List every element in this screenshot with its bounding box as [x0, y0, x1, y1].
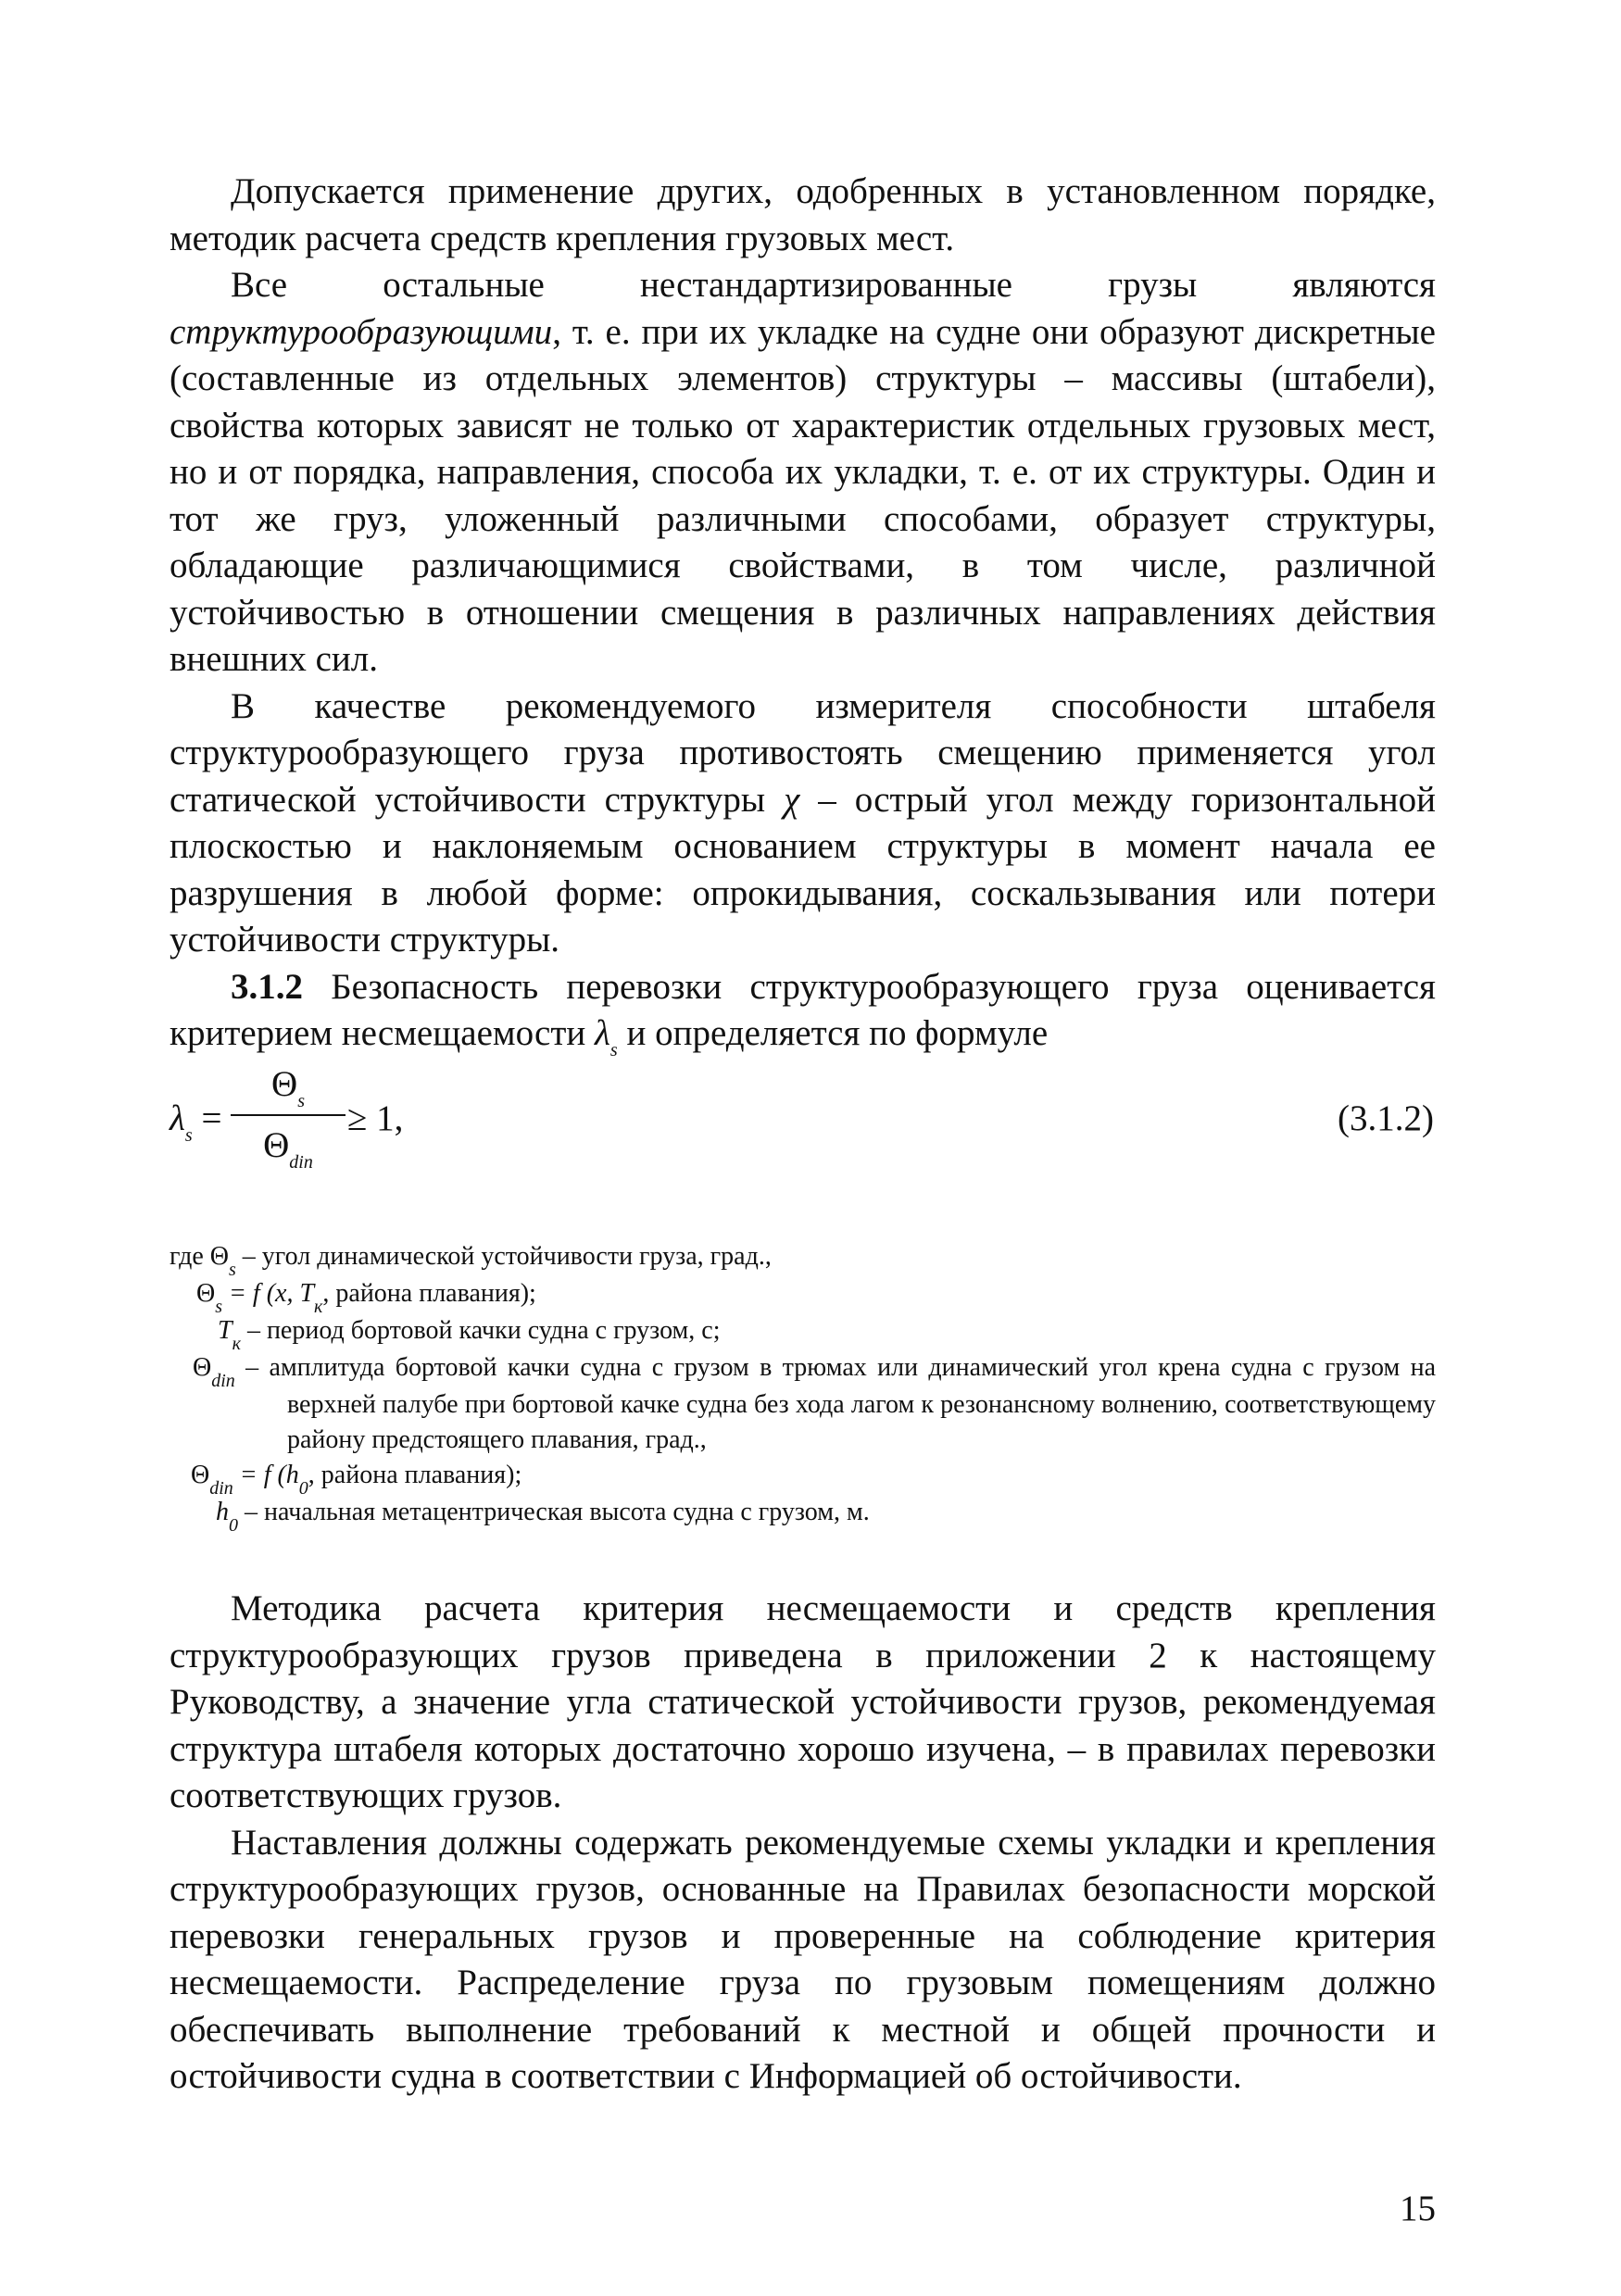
fraction-bar: [231, 1114, 346, 1116]
term-italic: структурообразующими: [170, 311, 553, 352]
paragraph-5: Методика расчета критерия несмещаемости и средств крепления структурообразующих грузов приведена в приложении 2 к настоящему Руководству, а значение угла статической устойчивости грузов, рекомендуемая структура штабеля которых достаточно хорошо изучена, – в правилах перевозки соответствующих грузов.: [170, 1588, 1436, 1815]
page-number: 15: [1400, 2189, 1436, 2228]
formula-3-1-2: [170, 1060, 1436, 1195]
formula-lhs: $\lambda_s$ =: [170, 1098, 222, 1146]
definition-item: $\Theta_s = f$ (x, $T_к$, района плавания);: [196, 1279, 536, 1317]
paragraph-6: Наставления должны содержать рекомендуемые схемы укладки и крепления структурообразующих грузов, основанные на Правилах безопасности морской перевозки генеральных грузов и проверенные на соблюдение критерия несмещаемости. Распределение груза по грузовым помещениям должно обеспечивать выполнение требований к местной и общей прочности и остойчивости судна в соответствии с Информацией об остойчивости.: [170, 1822, 1436, 2096]
definition-item: $h_0$ – начальная метацентрическая высота судна с грузом, м.: [216, 1498, 870, 1536]
paragraph-3: В качестве рекомендуемого измерителя способности штабеля структурообразующего груза противостоять смещению применяется угол статической устойчивости структуры χ – острый угол между горизонтальной плоскостью и наклоняемым основанием структуры в момент начала ее разрушения в любой форме: опрокидывания, соскальзывания или потери устойчивости структуры.: [170, 685, 1436, 960]
formula-numerator: $\Theta_s$: [271, 1064, 305, 1111]
formula-fraction: [231, 1060, 346, 1173]
formula-rhs: ≥ 1,: [347, 1098, 404, 1138]
body-text-bottom: [170, 1586, 1436, 2101]
equation-number: (3.1.2): [1338, 1098, 1434, 1138]
definition-item: $\Theta_{din}$ – амплитуда бортовой качки судна с грузом в трюмах или динамический угол крена судна с грузом на верхней палубе при бортовой качке судна без хода лагом к резонансному волнению, соответствующему району предстоящего плавания, град.,: [193, 1353, 1436, 1454]
chi-symbol: χ: [784, 779, 800, 820]
definitions-list: [170, 1239, 1436, 1536]
paragraph-1: Допускается применение других, одобренных в установленном порядке, методик расчета средств крепления грузовых мест.: [170, 171, 1436, 258]
lambda-symbol: λ: [595, 1013, 610, 1053]
definition-item: где $\Theta_s$ – угол динамической устойчивости груза, град.,: [170, 1242, 772, 1280]
formula-denominator: $\Theta_{din}$: [263, 1125, 313, 1173]
body-text-top: [170, 169, 1436, 1063]
paragraph-4: 3.1.2 Безопасность перевозки структурообразующего груза оценивается критерием несмещаемости $\lambda_s$ и определяется по формуле: [170, 966, 1436, 1060]
definition-item: $T_к$ – период бортовой качки судна с грузом, с;: [218, 1316, 721, 1354]
definition-item: $\Theta_{din} = f$ ($h_0$, района плавания);: [191, 1461, 522, 1499]
paragraph-2: Все остальные нестандартизированные грузы являются структурообразующими, т. е. при их укладке на судне они образуют дискретные (составленные из отдельных элементов) структуры – массивы (штабели), свойства которых зависят не только от характеристик отдельных грузовых мест, но и от порядка, направления, способа их укладки, т. е. от их структуры. Один и тот же груз, уложенный различными способами, образует структуры, обладающие различающимися свойствами, в том числе, различной устойчивостью в отношении смещения в различных направлениях действия внешних сил.: [170, 265, 1436, 679]
section-number: 3.1.2: [231, 966, 303, 1007]
